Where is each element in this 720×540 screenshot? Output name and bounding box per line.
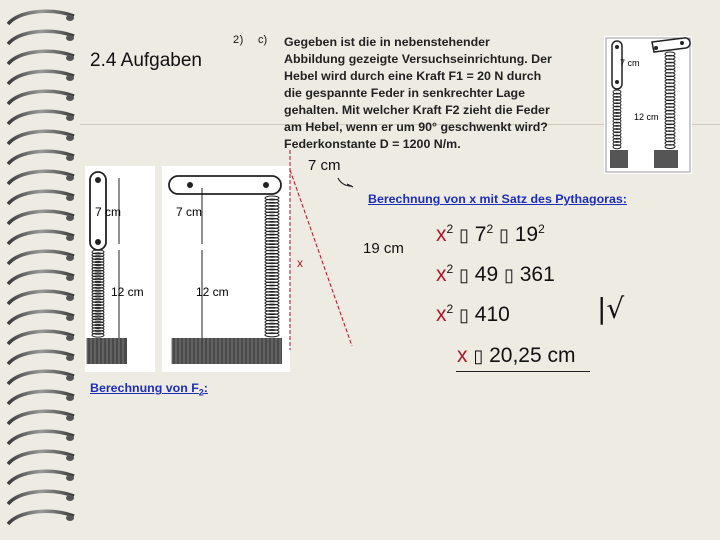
binding-hole (66, 295, 74, 301)
result-value: 20,25 (489, 344, 542, 367)
binding-ring (8, 111, 74, 124)
task-text (284, 34, 594, 153)
eq1-lhs-exp: 2 (446, 222, 454, 236)
binding-ring (8, 471, 74, 484)
binding-hole (66, 115, 74, 121)
binding-ring (8, 511, 74, 524)
binding-ring (8, 211, 74, 224)
binding-hole (66, 315, 74, 321)
force-heading-sub: 2 (198, 387, 204, 398)
task-line: gehalten. Mit welcher Kraft F2 zieht die Feder (284, 103, 550, 117)
binding-ring (8, 71, 74, 84)
binding-hole (66, 75, 74, 81)
binding-hole (66, 95, 74, 101)
binding-hole (66, 455, 74, 461)
fig2-lower-label: 12 cm (196, 285, 229, 299)
result-underline (456, 371, 590, 372)
binding-hole (66, 195, 74, 201)
binding-hole (66, 275, 74, 281)
eq1-rhs-a-exp: 2 (486, 222, 494, 236)
task-line: Abbildung gezeigte Versuchseinrichtung. Der (284, 52, 552, 66)
square-root-sign: |√ (597, 292, 625, 325)
binding-ring (8, 411, 74, 424)
eq2-rhs-b: 361 (519, 263, 555, 286)
binding-ring (8, 151, 74, 164)
result-lhs: x (457, 344, 468, 367)
binding-ring (8, 351, 74, 364)
result-glyph: ▯ (473, 346, 484, 366)
eq2-glyph: ▯ (459, 265, 469, 285)
binding-hole (66, 155, 74, 161)
binding-ring (8, 191, 74, 204)
fig1-lower-label: 12 cm (111, 285, 144, 299)
binding-hole (66, 495, 74, 501)
eq1-rhs-b-exp: 2 (538, 222, 545, 236)
binding-ring (8, 291, 74, 304)
binding-hole (66, 55, 74, 61)
spring-coil (92, 333, 104, 337)
binding-ring (8, 131, 74, 144)
spiral-binding (0, 0, 80, 540)
binding-hole (66, 135, 74, 141)
force-heading (90, 381, 208, 397)
task-line: Federkonstante D = 1200 N/m. (284, 137, 461, 151)
binding-hole (66, 15, 74, 21)
apparatus-figure-1 (85, 166, 155, 372)
triangle-hyp-label: x (297, 256, 303, 270)
task-number: 2) (233, 34, 244, 46)
eq2-lhs-exp: 2 (446, 262, 454, 276)
binding-ring (8, 431, 74, 444)
small-lower-label: 12 cm (634, 112, 659, 122)
eq3-lhs-exp: 2 (446, 302, 454, 316)
triangle-left-label: 19 cm (363, 240, 404, 257)
binding-ring (8, 331, 74, 344)
force-heading-prefix: Berechnung von F (90, 381, 199, 395)
result-equation (457, 344, 576, 368)
binding-hole (66, 395, 74, 401)
eq3-rhs: 410 (474, 303, 510, 326)
eq1-glyph: ▯ (459, 225, 469, 245)
binding-ring (8, 31, 74, 44)
result-unit: cm (547, 344, 576, 367)
task-line: am Hebel, wenn er um 90° geschwenkt wird? (284, 120, 548, 134)
eq1-rhs-b: 19 (514, 223, 539, 246)
binding-hole (66, 215, 74, 221)
binding-ring (8, 451, 74, 464)
binding-hole (66, 255, 74, 261)
pythagoras-heading: Berechnung von x mit Satz des Pythagoras: (368, 192, 627, 206)
binding-ring (8, 91, 74, 104)
binding-hole (66, 35, 74, 41)
binding-ring (8, 231, 74, 244)
binding-hole (66, 355, 74, 361)
small-upper-label: 7 cm (620, 58, 640, 68)
eq1-glyph-2: ▯ (499, 225, 509, 245)
task-letter: c) (258, 34, 268, 46)
eq2-lhs: x (436, 263, 447, 286)
eq3-glyph: ▯ (459, 305, 469, 325)
apparatus-figure-2 (162, 166, 290, 372)
eq2-rhs-a: 49 (474, 263, 499, 286)
force-heading-suffix: : (203, 381, 208, 395)
binding-ring (8, 371, 74, 384)
binding-ring (8, 171, 74, 184)
section-title: 2.4 Aufgaben (90, 50, 202, 71)
task-line: Gegeben ist die in nebenstehender (284, 35, 490, 49)
triangle-top-label: 7 cm (308, 157, 341, 174)
binding-ring (8, 251, 74, 264)
binding-hole (66, 415, 74, 421)
binding-hole (66, 235, 74, 241)
binding-hole (66, 515, 74, 521)
fig2-upper-label: 7 cm (176, 205, 203, 219)
binding-hole (66, 375, 74, 381)
binding-hole (66, 475, 74, 481)
binding-ring (8, 11, 74, 24)
fig1-upper-label: 7 cm (95, 205, 122, 219)
equation-2 (436, 262, 555, 287)
binding-ring (8, 491, 74, 504)
binding-ring (8, 51, 74, 64)
eq1-lhs: x (436, 223, 447, 246)
eq3-lhs: x (436, 303, 447, 326)
equation-1 (436, 222, 545, 247)
eq2-glyph-2: ▯ (503, 265, 514, 285)
binding-ring (8, 311, 74, 324)
apparatus-figure-small (604, 36, 692, 174)
task-line: Hebel wird durch eine Kraft F1 = 20 N durch (284, 69, 542, 83)
task-line: die gespannte Feder in senkrechter Lage (284, 86, 526, 100)
binding-ring (8, 391, 74, 404)
eq1-rhs-a: 7 (474, 223, 487, 246)
binding-ring (8, 271, 74, 284)
binding-hole (66, 335, 74, 341)
binding-hole (66, 435, 74, 441)
binding-hole (66, 175, 74, 181)
equation-3 (436, 302, 510, 327)
